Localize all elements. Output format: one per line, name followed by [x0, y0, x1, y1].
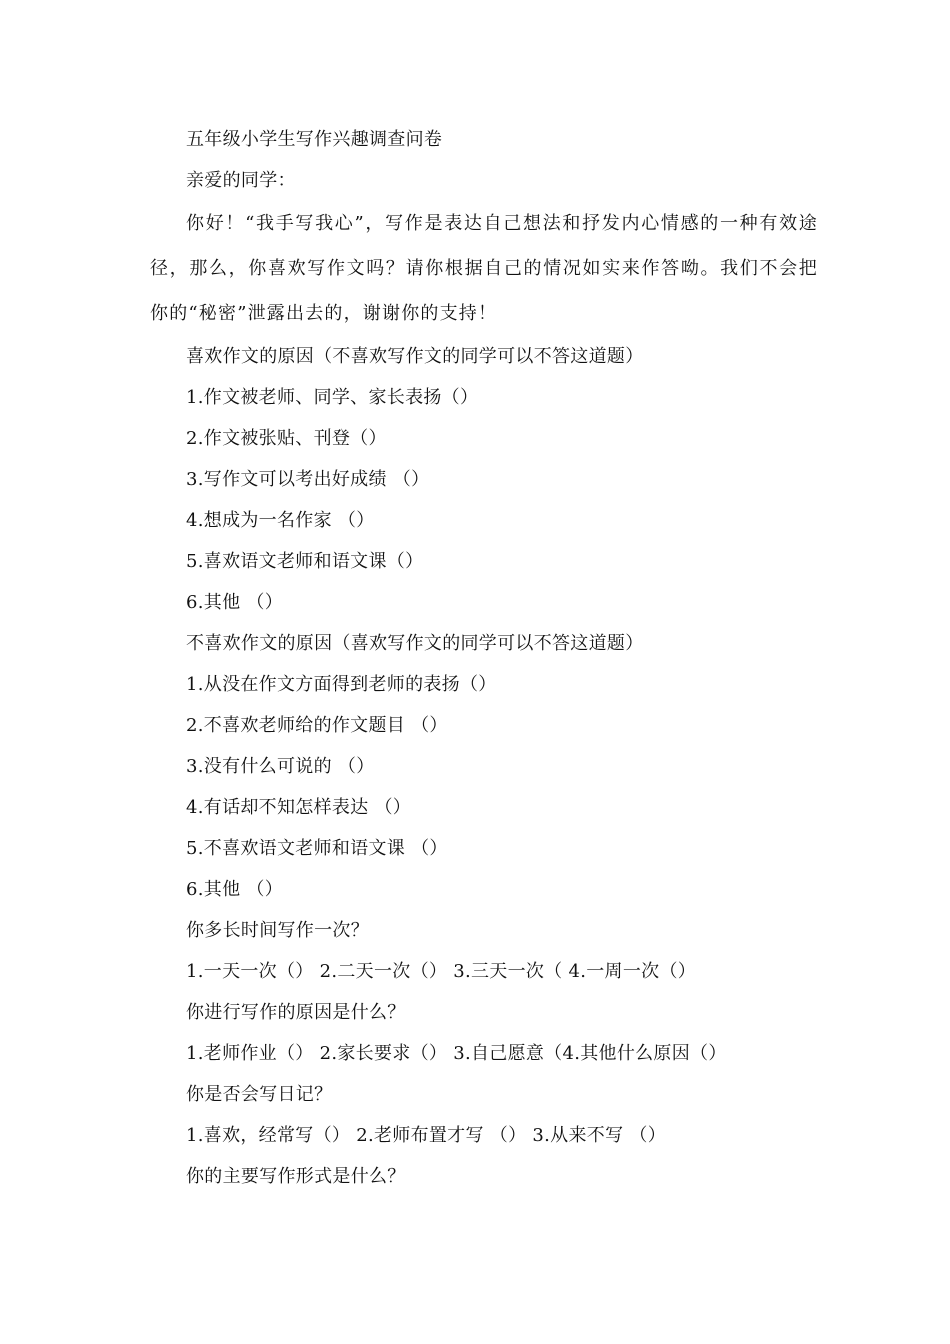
- question-1-option: 1.作文被老师、同学、家长表扬（）: [186, 387, 479, 408]
- question-2-option: 6.其他 （）: [186, 879, 283, 900]
- question-2-option: 3.没有什么可说的 （）: [186, 756, 375, 777]
- question-1-option: 4.想成为一名作家 （）: [186, 510, 375, 531]
- question-4-heading: 你进行写作的原因是什么？: [186, 1002, 406, 1023]
- question-1-option: 6.其他 （）: [186, 592, 283, 613]
- question-1-option: 3.写作文可以考出好成绩 （）: [186, 469, 430, 490]
- question-5-heading: 你是否会写日记？: [186, 1084, 333, 1105]
- question-1-option: 2.作文被张贴、刊登（）: [186, 428, 387, 449]
- question-3-options: 1.一天一次（） 2.二天一次（） 3.三天一次（ 4.一周一次（）: [186, 961, 697, 982]
- document-title: 五年级小学生写作兴趣调查问卷: [186, 129, 443, 150]
- question-3-heading: 你多长时间写作一次？: [186, 920, 369, 941]
- question-5-options: 1.喜欢，经常写（） 2.老师布置才写 （） 3.从来不写 （）: [186, 1125, 667, 1146]
- intro-paragraph: 你好！“我手写我心”，写作是表达自己想法和抒发内心情感的一种有效途径，那么，你喜欢写作文吗？请你根据自己的情况如实来作答呦。我们不会把你的“秘密”泄露出去的，谢谢你的支持！: [150, 213, 818, 324]
- question-2-option: 2.不喜欢老师给的作文题目 （）: [186, 715, 448, 736]
- greeting: 亲爱的同学：: [186, 170, 296, 191]
- question-1-option: 5.喜欢语文老师和语文课（）: [186, 551, 424, 572]
- question-2-option: 5.不喜欢语文老师和语文课 （）: [186, 838, 448, 859]
- question-6-heading: 你的主要写作形式是什么？: [186, 1166, 406, 1187]
- question-1-heading: 喜欢作文的原因（不喜欢写作文的同学可以不答这道题）: [186, 346, 644, 367]
- document-body: [150, 119, 818, 1197]
- question-2-option: 1.从没在作文方面得到老师的表扬（）: [186, 674, 497, 695]
- question-2-heading: 不喜欢作文的原因（喜欢写作文的同学可以不答这道题）: [186, 633, 644, 654]
- question-2-option: 4.有话却不知怎样表达 （）: [186, 797, 412, 818]
- question-4-options: 1.老师作业（） 2.家长要求（） 3.自己愿意（4.其他什么原因（）: [186, 1043, 727, 1064]
